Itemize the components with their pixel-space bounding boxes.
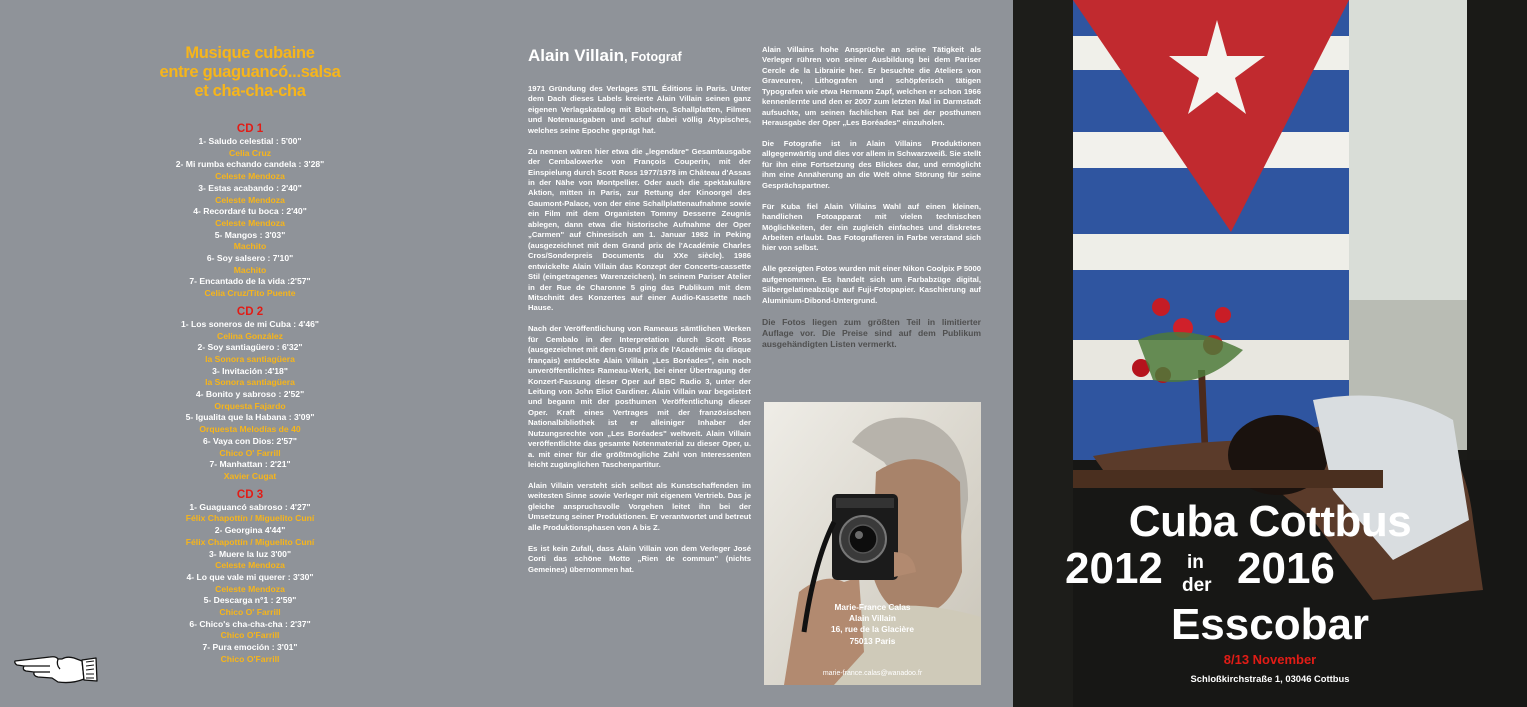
bio-paragraph: Zu nennen wären hier etwa die „legendäre" Gesamtausgabe der Cembalowerke von François Couperin, mit der Einspielung durch Scott Ross 1977/1978 im Château d'Assas in der Nähe von Montpellier. Oder auch die spektakuläre Aktion, mitten in Paris, zur Rettung der Kinoorgel des Gaumont-Palace, von der eine Schallplattenaufnahme sowie ein Film mit dem Organisten Tommy Desserre Zeugnis ablegen, dann etwa die historische Aufnahme der Oper „Carmen" auf Chinesisch am 1. Januar 1982 in Peking (ausgezeichnet mit dem Grand prix de l'Académie Charles Cros/Sonderpreis Documents du XXe siècle). 1986 entwickelte Alain Villain das Konzept der Concerts-cassette Stil (eingetragenes Warenzeichen). In seinem Pariser Atelier in der Rue de Charonne 5 ging das Publikum mit dem Mitschnitt des Konzertes auf einer Audio-Kassette nach Hause. (528, 146, 751, 313)
photographer-heading (528, 46, 682, 67)
biography-panel (500, 0, 1013, 707)
pointing-hand-icon (12, 645, 100, 687)
track-title: 6- Vaya con Dios: 2'57" (202, 435, 297, 446)
track-artist: Chico O' Farrill (219, 607, 281, 618)
music-title-line: et cha-cha-cha (194, 82, 306, 100)
contact-line: Alain Villain (849, 613, 896, 624)
track-artist: la Sonora santiagüera (205, 377, 295, 388)
track-title: 4- Bonito y sabroso : 2'52" (195, 389, 305, 400)
event-date: 8/13 November (1223, 652, 1317, 667)
price-note: Die Fotos liegen zum größten Teil in limitierter Auflage vor. Die Preise sind auf dem Publikum ausgehändigten Listen vermerkt. (762, 316, 981, 350)
contact-line: Marie-France Calas (834, 602, 911, 612)
track-title: 3- Invitación :4'18" (212, 365, 288, 376)
contact-line: 75013 Paris (849, 635, 896, 646)
music-title-line: Musique cubaine (185, 44, 315, 62)
photographer-name: Alain Villain (528, 46, 625, 65)
contact-info (764, 602, 981, 647)
poster-der-word: der (1182, 575, 1212, 596)
track-artist: Félix Chapottín / Miguelito Cuní (185, 513, 315, 524)
poster-in-word: in (1187, 552, 1204, 573)
track-artist: Chico O' Farrill (219, 447, 281, 458)
bio-paragraph: Es ist kein Zufall, dass Alain Villain von dem Verleger José Corti das schöne Motto „Rien de commun" (nichts Gemeines) übernommen hat. (528, 543, 751, 574)
track-title: 5- Descarga n°1 : 2'59" (203, 595, 297, 606)
track-title: 2- Mi rumba echando candela : 3'28" (175, 159, 325, 170)
poster-panel (1013, 0, 1527, 707)
track-title: 2- Georgina 4'44" (214, 525, 286, 536)
track-title: 1- Los soneros de mi Cuba : 4'46" (181, 318, 319, 329)
track-artist: Chico O'Farrill (220, 653, 280, 664)
track-artist: Celeste Mendoza (215, 217, 285, 228)
track-artist: Chico O'Farrill (220, 630, 280, 641)
track-artist: Celeste Mendoza (215, 194, 285, 205)
bio-column-2 (762, 45, 981, 361)
track-artist: Celeste Mendoza (215, 171, 285, 182)
track-title: 5- Igualita que la Habana : 3'09" (185, 412, 315, 423)
track-artist: Celia Cruz/Tito Puente (204, 288, 296, 299)
bio-paragraph: Nach der Veröffentlichung von Rameaus sämtlichen Werken für Cembalo in der Interpretation durch Scott Ross (ausgezeichnet mit dem Grand prix de l'Académie du disque français) entdeckte Alain Villain „Les Boréades", ein noch unveröffentlichtes Rameau-Werk, bei einer Übertragung der Konzert-Fassung dieser Oper auf BBC Radio 3, unter der Leitung von John Eliot Gardiner. Alain Villain war begeistert und begann mit der posthumen Veröffentlichung dieser Oper. Kraft eines Vertrages mit der französischen Nationalbibliothek ist er alleiniger Inhaber der Nutzungsrechte von „Les Boréades" weltweit. Alain Villain veröffentlichte das gesamte Notenmaterial zu dieser Oper, u. a. mit einer für die größtmögliche Zahl von Interessenten leicht zugänglichen Taschenpartitur. (528, 324, 751, 470)
end-year: 2016 (1237, 544, 1335, 593)
track-title: 7- Manhattan : 2'21" (209, 459, 291, 470)
track-title: 5- Mangos : 3'03" (214, 229, 286, 240)
bio-paragraph: Alle gezeigten Fotos wurden mit einer Nikon Coolpix P 5000 aufgenommen. Es handelt sich um Farbabzüge digital, Silbergelatineabzüge auf Fuji-Fotopapier. Kaschierung auf Aluminium-Dibond-Untergrund. (762, 264, 981, 305)
track-title: 3- Estas acabando : 2'40" (198, 182, 302, 193)
cd-label: CD 1 (236, 123, 264, 135)
contact-email[interactable]: marie-france.calas@wanadoo.fr (822, 670, 923, 677)
music-title (100, 44, 400, 101)
music-title-line: entre guaguancó...salsa (159, 63, 341, 81)
track-title: 7- Encantado de la vida :2'57" (189, 276, 311, 287)
cd-label: CD 3 (236, 488, 264, 501)
bio-paragraph: Alain Villains hohe Ansprüche an seine Tätigkeit als Verleger rühren von seiner Ausbildung bei dem Pariser Cercle de la Librairie her. Er besuchte die Ateliers von Graveuren, Lithografen und schöpferisch tätigen Typografen wie etwa Hermann Zapf, welchen er schon 1966 kennenlernte und den er 2007 zum letzten Mal in Darmstadt aufsuchte, um seinen fachlichen Rat bei der posthumen Herausgabe der Oper „Les Boréades" einzuholen. (762, 45, 981, 128)
photographer-portrait (764, 402, 981, 685)
bio-column-1 (528, 84, 751, 585)
track-title: 1- Guaguancó sabroso : 4'27" (189, 501, 311, 512)
cd-label: CD 2 (236, 305, 264, 318)
track-artist: Celeste Mendoza (215, 583, 285, 594)
photographer-role: , Fotograf (624, 50, 682, 64)
poster-title: Cuba Cottbus (1128, 497, 1412, 546)
track-title: 4- Lo que vale mi querer : 3'30" (186, 571, 314, 582)
track-title: 6- Chico's cha-cha-cha : 2'37" (189, 618, 311, 629)
track-title: 2- Soy santiagüero : 6'32" (197, 342, 303, 353)
track-title: 6- Soy salsero : 7'10" (206, 253, 294, 264)
track-title: 1- Saludo celestial : 5'00" (198, 136, 302, 146)
track-artist: la Sonora santiagüera (205, 353, 295, 364)
bio-paragraph: Für Kuba fiel Alain Villains Wahl auf einen kleinen, handlichen Fotoapparat mit vielen technischen Möglichkeiten, der ein zugleich einfaches und diskretes Arbeiten erlaubt. Das Fotografieren in Farbe verstand sich hier von selbst. (762, 201, 981, 253)
contact-line: 16, rue de la Glacière (830, 624, 915, 635)
bio-paragraph: 1971 Gründung des Verlages STIL Éditions in Paris. Unter dem Dach dieses Labels kreierte Alain Villain seinen ganz eigenen Verlagskatalog mit Büchern, Schallplatten, Filmen und Notenausgaben und schuf dabei völlig Atypisches, welches seine Epoche geprägt hat. (528, 84, 751, 135)
track-artist: Machito (233, 264, 267, 275)
track-artist: Celina González (217, 330, 283, 341)
track-artist: Xavier Cugat (223, 470, 277, 481)
tracklist (120, 123, 380, 666)
start-year: 2012 (1065, 544, 1163, 593)
music-panel (0, 0, 500, 707)
track-title: 4- Recordaré tu boca : 2'40" (193, 206, 307, 217)
track-artist: Celeste Mendoza (215, 560, 285, 571)
bio-paragraph: Alain Villain versteht sich selbst als Kunstschaffenden im weitesten Sinne sowie Verleger mit eigenem Vertrieb. Das je gleiche anspruchsvolle Vorgehen leitet ihn bei der Umsetzung seiner Produktionen. Er verantwortet und betreut alle Produktionsphasen von A bis Z. (528, 481, 751, 532)
track-artist: Orquesta Melodías de 40 (199, 424, 301, 435)
track-title: 3- Muere la luz 3'00" (208, 548, 292, 559)
track-artist: Félix Chapottín / Miguelito Cuní (185, 536, 315, 547)
venue-address: Schloßkirchstraße 1, 03046 Cottbus (1190, 673, 1350, 684)
track-artist: Orquesta Fajardo (214, 400, 286, 411)
track-title: 7- Pura emoción : 3'01" (202, 642, 298, 653)
venue-name: Esscobar (1170, 600, 1370, 649)
track-artist: Machito (233, 241, 267, 252)
track-artist: Celia Cruz (228, 147, 272, 158)
bio-paragraph: Die Fotografie ist in Alain Villains Produktionen allgegenwärtig und dies vor allem in Schwarzweiß. Sie stellt für ihn eine Fortsetzung des Blickes dar, und ermöglicht ihm eine Annäherung an die Welt ohne Störung für seine Gesprächspartner. (762, 139, 981, 190)
